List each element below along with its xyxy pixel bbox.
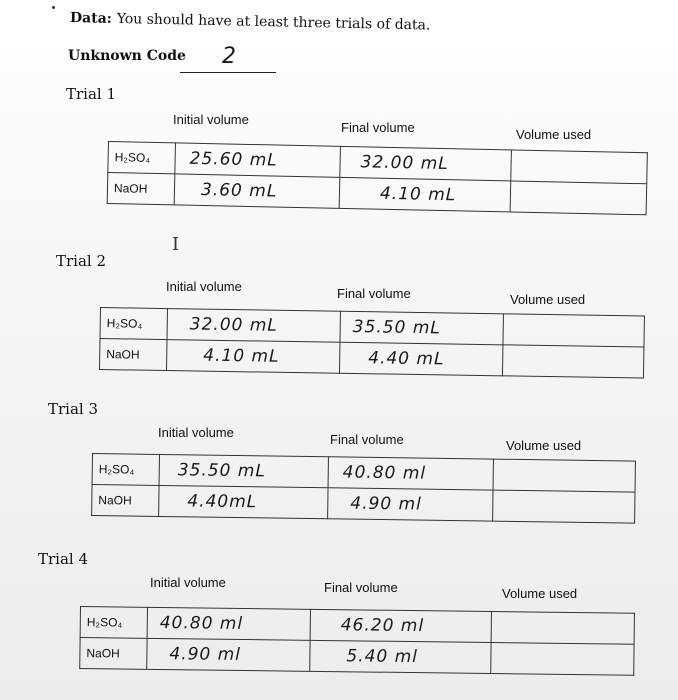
trial-1-base-initial: 3.60 mL (174, 174, 340, 208)
trial-4-acid-initial: 40.80 ml (147, 607, 310, 640)
data-instruction (70, 10, 431, 34)
trial-2-base-final: 4.40 mL (339, 342, 502, 376)
trial-3-acid-used (493, 459, 635, 492)
chem-acid: H₂SO₄ (92, 454, 159, 486)
page-mark (52, 6, 55, 9)
trial-3-base-final: 4.90 ml (328, 488, 493, 521)
trial-4-acid-final: 46.20 ml (310, 609, 491, 642)
trial-2-base-initial: 4.10 mL (167, 340, 340, 374)
trial-1-base-used (510, 181, 647, 215)
data-label: Data: (69, 10, 113, 27)
trial-4-used-header: Volume used (502, 586, 578, 601)
trial-1-acid-final: 32.00 mL (340, 146, 512, 181)
chem-base: NaOH (100, 339, 167, 371)
trial-3-acid-initial: 35.50 mL (159, 454, 328, 487)
trial-2-acid-final: 35.50 mL (340, 311, 503, 345)
trial-4-base-used (491, 643, 634, 676)
trial-3-base-used (493, 490, 635, 523)
chem-acid: H₂SO₄ (100, 308, 167, 340)
trial-4-base-final: 5.40 ml (310, 640, 491, 673)
trial-1-used-header: Volume used (516, 127, 592, 142)
trial-3-table (91, 453, 636, 524)
unknown-code-label: Unknown Code (68, 48, 186, 64)
trial-1-acid-initial: 25.60 mL (175, 143, 341, 177)
trial-4-acid-used (491, 612, 634, 645)
chem-base: NaOH (107, 173, 175, 205)
trial-2-acid-used (503, 314, 644, 347)
trial-2-used-header: Volume used (510, 292, 586, 307)
text-cursor-icon: I (172, 234, 180, 255)
unknown-code-value: 2 (222, 44, 237, 69)
trial-1-table (107, 141, 648, 215)
trial-1-final-header: Final volume (341, 120, 415, 135)
trial-4-initial-header: Initial volume (150, 575, 226, 590)
trial-2-table (99, 307, 645, 379)
trial-2-initial-header: Initial volume (166, 279, 242, 294)
trial-1-initial-header: Initial volume (173, 112, 249, 127)
trial-3-used-header: Volume used (506, 438, 582, 453)
table-row (92, 485, 635, 524)
chem-acid: H₂SO₄ (80, 607, 147, 639)
table-row (80, 638, 634, 676)
trial-2-final-header: Final volume (337, 286, 411, 301)
trial-3-initial-header: Initial volume (158, 425, 234, 440)
trial-4-label: Trial 4 (38, 550, 89, 568)
trial-2-acid-initial: 32.00 mL (167, 309, 340, 343)
trial-3-base-initial: 4.40mL (159, 485, 328, 518)
chem-base: NaOH (80, 638, 147, 670)
trial-2-label: Trial 2 (56, 252, 107, 270)
trial-1-base-final: 4.10 mL (339, 177, 511, 212)
trial-4-final-header: Final volume (324, 580, 398, 595)
trial-2-base-used (502, 345, 643, 378)
chem-acid: H₂SO₄ (108, 142, 176, 174)
trial-1-acid-used (511, 150, 648, 184)
trial-1-label: Trial 1 (66, 85, 117, 103)
trial-4-table (79, 606, 635, 676)
instruction-text: You should have at least three trials of data. (116, 10, 431, 34)
trial-3-label: Trial 3 (48, 400, 99, 418)
trial-3-final-header: Final volume (330, 432, 404, 447)
trial-4-base-initial: 4.90 ml (147, 638, 310, 671)
trial-3-acid-final: 40.80 ml (328, 457, 493, 490)
chem-base: NaOH (92, 485, 159, 517)
